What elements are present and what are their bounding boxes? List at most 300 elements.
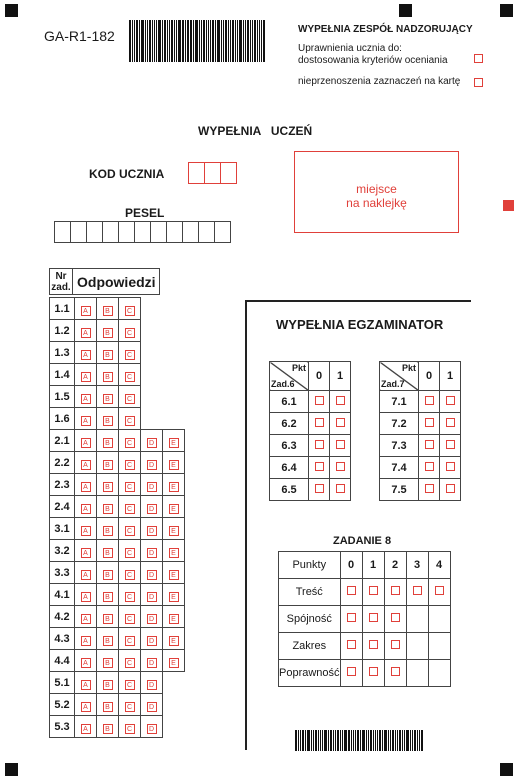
answer-option-box[interactable]: B: [103, 438, 113, 448]
zad8-score-checkbox[interactable]: [435, 586, 444, 595]
answer-option-box[interactable]: D: [147, 570, 157, 580]
permission-1-checkbox[interactable]: [474, 54, 483, 63]
answer-option-box[interactable]: E: [169, 614, 179, 624]
answer-row: [50, 650, 185, 672]
permissions-text: [298, 43, 448, 67]
answer-option-box[interactable]: A: [81, 482, 91, 492]
kod-ucznia-field[interactable]: [188, 162, 237, 184]
zad6-row: [270, 457, 351, 479]
answer-option-cell: [75, 496, 97, 518]
answer-option-box[interactable]: B: [103, 724, 113, 734]
answer-option-box[interactable]: A: [81, 636, 91, 646]
answer-option-box[interactable]: D: [147, 438, 157, 448]
zad8-col-header: 1: [362, 552, 384, 579]
answer-option-box[interactable]: C: [125, 570, 135, 580]
answer-option-cell: [97, 342, 119, 364]
answer-option-box[interactable]: B: [103, 416, 113, 426]
zad8-score-checkbox[interactable]: [391, 667, 400, 676]
answer-option-box[interactable]: E: [169, 570, 179, 580]
zad8-score-cell: [428, 633, 450, 660]
zad8-score-cell: [362, 633, 384, 660]
zad8-score-checkbox[interactable]: [369, 640, 378, 649]
answer-option-box[interactable]: A: [81, 526, 91, 536]
score-checkbox[interactable]: [315, 440, 324, 449]
zad8-row-label: Spójność: [279, 606, 341, 633]
answer-option-box[interactable]: D: [147, 526, 157, 536]
score-cell: [309, 435, 330, 457]
answer-option-box[interactable]: B: [103, 570, 113, 580]
zad8-col-header: 0: [340, 552, 362, 579]
answer-option-cell: [119, 650, 141, 672]
zad8-score-cell: [340, 579, 362, 606]
answer-row: [50, 430, 185, 452]
zad8-score-cell: [340, 633, 362, 660]
answer-option-box[interactable]: A: [81, 548, 91, 558]
question-number: 1.5: [50, 386, 75, 408]
answer-row: [50, 408, 185, 430]
answer-option-box[interactable]: A: [81, 592, 91, 602]
question-number: 3.3: [50, 562, 75, 584]
zad6-col-1: 1: [330, 362, 351, 391]
examiner-divider-left: [245, 300, 247, 750]
zad8-score-cell: [406, 606, 428, 633]
answer-option-cell: [141, 562, 163, 584]
answer-option-cell: [141, 518, 163, 540]
zad8-score-checkbox[interactable]: [347, 613, 356, 622]
answer-option-box[interactable]: B: [103, 394, 113, 404]
answer-option-cell: [97, 298, 119, 320]
score-cell: [419, 413, 440, 435]
answer-option-cell: [119, 430, 141, 452]
permission-2-checkbox[interactable]: [474, 78, 483, 87]
answer-option-cell: [75, 342, 97, 364]
question-number: 5.2: [50, 694, 75, 716]
zad8-score-cell: [340, 606, 362, 633]
answer-option-cell: [119, 386, 141, 408]
answer-option-cell: [97, 540, 119, 562]
score-cell: [330, 479, 351, 501]
answer-option-cell: [141, 694, 163, 716]
zad7-col-0: 0: [419, 362, 440, 391]
score-cell: [419, 435, 440, 457]
answer-option-box[interactable]: C: [125, 724, 135, 734]
question-number: 1.2: [50, 320, 75, 342]
score-checkbox[interactable]: [446, 418, 455, 427]
zad8-score-cell: [362, 660, 384, 687]
answer-row: [50, 342, 185, 364]
question-number: 1.3: [50, 342, 75, 364]
zad8-score-checkbox[interactable]: [391, 640, 400, 649]
nr-zad-header: Nr zad.: [49, 268, 73, 295]
zad8-score-cell: [428, 606, 450, 633]
answer-option-box[interactable]: B: [103, 526, 113, 536]
answer-option-box[interactable]: B: [103, 350, 113, 360]
task-number: 6.4: [270, 457, 309, 479]
answer-option-box[interactable]: C: [125, 306, 135, 316]
answer-option-cell: [119, 518, 141, 540]
answer-option-cell: [119, 496, 141, 518]
pesel-digit-cell[interactable]: [70, 221, 87, 243]
answer-option-cell: [163, 584, 185, 606]
zad8-score-checkbox[interactable]: [413, 586, 422, 595]
score-checkbox[interactable]: [315, 396, 324, 405]
answer-option-box[interactable]: A: [81, 416, 91, 426]
answer-option-box[interactable]: B: [103, 482, 113, 492]
score-checkbox[interactable]: [336, 418, 345, 427]
zad8-col-header: 2: [384, 552, 406, 579]
answer-option-box[interactable]: D: [147, 504, 157, 514]
answer-row: [50, 320, 185, 342]
answer-option-cell: [119, 584, 141, 606]
question-number: 2.3: [50, 474, 75, 496]
question-number: 2.2: [50, 452, 75, 474]
answer-option-box[interactable]: B: [103, 504, 113, 514]
answer-option-box[interactable]: C: [125, 416, 135, 426]
answer-option-cell: [75, 386, 97, 408]
answer-option-box[interactable]: E: [169, 460, 179, 470]
answer-option-cell: [75, 562, 97, 584]
score-cell: [330, 413, 351, 435]
answer-option-box[interactable]: B: [103, 460, 113, 470]
answer-option-cell: [97, 650, 119, 672]
answer-option-box[interactable]: C: [125, 680, 135, 690]
task-number: 7.1: [380, 391, 419, 413]
answer-option-box[interactable]: A: [81, 350, 91, 360]
answer-option-box[interactable]: E: [169, 504, 179, 514]
answer-option-cell: [97, 628, 119, 650]
zad8-score-cell: [406, 660, 428, 687]
examiner-section-title: WYPEŁNIA EGZAMINATOR: [276, 317, 444, 332]
answer-option-cell: [119, 452, 141, 474]
answer-option-box[interactable]: C: [125, 636, 135, 646]
permission-2-label: nieprzenoszenia zaznaczeń na kartę: [298, 76, 461, 87]
score-cell: [309, 391, 330, 413]
pesel-digit-cell[interactable]: [134, 221, 151, 243]
score-checkbox[interactable]: [446, 396, 455, 405]
answer-option-box[interactable]: D: [147, 482, 157, 492]
task-number: 7.2: [380, 413, 419, 435]
answer-option-box[interactable]: E: [169, 658, 179, 668]
answer-option-box[interactable]: A: [81, 504, 91, 514]
permissions-label: Uprawnienia ucznia do:: [298, 43, 402, 54]
zad7-row: [380, 391, 461, 413]
answer-option-box[interactable]: C: [125, 350, 135, 360]
zad8-title: ZADANIE 8: [333, 535, 392, 547]
answer-option-box[interactable]: B: [103, 548, 113, 558]
answer-option-cell: [141, 628, 163, 650]
answer-option-box[interactable]: C: [125, 526, 135, 536]
answer-option-box[interactable]: A: [81, 724, 91, 734]
red-marker: [503, 200, 514, 211]
answer-option-cell: [75, 650, 97, 672]
score-cell: [330, 391, 351, 413]
question-number: 4.2: [50, 606, 75, 628]
score-cell: [330, 457, 351, 479]
answer-option-cell: [141, 474, 163, 496]
score-checkbox[interactable]: [336, 440, 345, 449]
answer-option-box[interactable]: A: [81, 328, 91, 338]
answer-option-cell: [119, 694, 141, 716]
task-number: 7.3: [380, 435, 419, 457]
score-cell: [440, 457, 461, 479]
registration-mark: [399, 4, 412, 17]
answer-option-cell: [97, 518, 119, 540]
score-checkbox[interactable]: [446, 440, 455, 449]
score-checkbox[interactable]: [315, 484, 324, 493]
question-number: 3.1: [50, 518, 75, 540]
answer-option-box[interactable]: E: [169, 548, 179, 558]
answer-option-box[interactable]: A: [81, 372, 91, 382]
zad8-row-label: Poprawność: [279, 660, 341, 687]
answer-option-cell: [75, 584, 97, 606]
registration-mark: [5, 4, 18, 17]
score-checkbox[interactable]: [336, 484, 345, 493]
task-number: 7.5: [380, 479, 419, 501]
answer-option-box[interactable]: E: [169, 482, 179, 492]
answer-option-box[interactable]: A: [81, 570, 91, 580]
answer-option-cell: [119, 562, 141, 584]
answer-option-box[interactable]: E: [169, 526, 179, 536]
score-checkbox[interactable]: [425, 418, 434, 427]
zad7-table: [379, 361, 461, 501]
zad8-score-checkbox[interactable]: [369, 613, 378, 622]
answer-option-cell: [97, 562, 119, 584]
answer-option-box[interactable]: B: [103, 306, 113, 316]
pesel-digit-cell[interactable]: [214, 221, 231, 243]
answer-option-box[interactable]: C: [125, 658, 135, 668]
answer-option-box[interactable]: E: [169, 592, 179, 602]
answer-option-cell: [97, 672, 119, 694]
task-number: 7.4: [380, 457, 419, 479]
answers-header: Odpowiedzi: [73, 268, 160, 295]
answer-option-box[interactable]: A: [81, 306, 91, 316]
answer-option-box[interactable]: C: [125, 372, 135, 382]
zad8-score-checkbox[interactable]: [347, 640, 356, 649]
answer-row: [50, 518, 185, 540]
answer-option-box[interactable]: C: [125, 394, 135, 404]
pesel-digit-cell[interactable]: [118, 221, 135, 243]
answer-option-cell: [119, 298, 141, 320]
answer-option-box[interactable]: B: [103, 702, 113, 712]
score-checkbox[interactable]: [336, 462, 345, 471]
pesel-digit-cell[interactable]: [86, 221, 103, 243]
question-number: 3.2: [50, 540, 75, 562]
registration-mark: [500, 4, 513, 17]
answer-option-box[interactable]: D: [147, 702, 157, 712]
zad7-corner: Pkt Zad.7: [380, 362, 419, 391]
answer-option-cell: [141, 452, 163, 474]
pesel-field[interactable]: [54, 221, 231, 243]
score-checkbox[interactable]: [446, 462, 455, 471]
zad8-score-cell: [406, 579, 428, 606]
zad8-col-header: 4: [428, 552, 450, 579]
answer-option-cell: [75, 452, 97, 474]
answer-option-cell: [119, 606, 141, 628]
score-checkbox[interactable]: [336, 396, 345, 405]
test-code: GA-R1-182: [44, 28, 115, 44]
answer-option-box[interactable]: C: [125, 504, 135, 514]
zad8-row: [279, 579, 451, 606]
answer-row: [50, 298, 185, 320]
answers-table: [49, 297, 185, 738]
pesel-digit-cell[interactable]: [198, 221, 215, 243]
zad8-score-checkbox[interactable]: [347, 586, 356, 595]
zad8-row: [279, 633, 451, 660]
answer-option-box[interactable]: D: [147, 548, 157, 558]
answer-row: [50, 496, 185, 518]
answer-option-box[interactable]: B: [103, 328, 113, 338]
answer-option-box[interactable]: A: [81, 680, 91, 690]
answer-option-cell: [141, 650, 163, 672]
answer-option-box[interactable]: D: [147, 592, 157, 602]
answer-option-cell: [75, 606, 97, 628]
answer-option-box[interactable]: C: [125, 614, 135, 624]
answer-row: [50, 694, 185, 716]
answer-option-box[interactable]: B: [103, 658, 113, 668]
zad6-table: [269, 361, 351, 501]
score-checkbox[interactable]: [425, 440, 434, 449]
answer-row: [50, 584, 185, 606]
question-number: 5.1: [50, 672, 75, 694]
answer-option-cell: [75, 628, 97, 650]
answer-option-cell: [97, 606, 119, 628]
zad8-score-checkbox[interactable]: [347, 667, 356, 676]
zad8-score-cell: [384, 579, 406, 606]
answer-option-box[interactable]: D: [147, 658, 157, 668]
answer-option-box[interactable]: C: [125, 482, 135, 492]
answer-option-cell: [141, 672, 163, 694]
answer-option-box[interactable]: D: [147, 724, 157, 734]
answer-option-cell: [141, 606, 163, 628]
examiner-divider-top: [245, 300, 471, 302]
answer-option-box[interactable]: A: [81, 438, 91, 448]
answer-option-cell: [75, 694, 97, 716]
zad8-score-cell: [340, 660, 362, 687]
answer-option-box[interactable]: A: [81, 394, 91, 404]
zad8-score-cell: [384, 633, 406, 660]
answer-option-cell: [141, 496, 163, 518]
zad7-col-1: 1: [440, 362, 461, 391]
registration-mark: [500, 763, 513, 776]
answer-option-box[interactable]: C: [125, 460, 135, 470]
answer-option-box[interactable]: B: [103, 372, 113, 382]
answer-option-cell: [163, 540, 185, 562]
zad8-row: [279, 660, 451, 687]
question-number: 2.1: [50, 430, 75, 452]
answer-option-cell: [75, 716, 97, 738]
answer-option-box[interactable]: B: [103, 636, 113, 646]
answer-option-box[interactable]: D: [147, 614, 157, 624]
answer-option-box[interactable]: C: [125, 328, 135, 338]
answer-option-cell: [163, 430, 185, 452]
answer-row: [50, 628, 185, 650]
zad8-score-cell: [384, 606, 406, 633]
zad8-score-cell: [362, 606, 384, 633]
zad7-row: [380, 435, 461, 457]
answer-option-cell: [97, 716, 119, 738]
pesel-digit-cell[interactable]: [182, 221, 199, 243]
pesel-digit-cell[interactable]: [166, 221, 183, 243]
answer-option-box[interactable]: A: [81, 702, 91, 712]
answer-row: [50, 672, 185, 694]
sticker-line-1: miejsce: [356, 182, 397, 196]
sticker-area: [294, 151, 459, 233]
answer-option-box[interactable]: C: [125, 438, 135, 448]
answer-option-box[interactable]: A: [81, 658, 91, 668]
score-checkbox[interactable]: [425, 462, 434, 471]
answer-option-cell: [75, 540, 97, 562]
answer-option-box[interactable]: E: [169, 438, 179, 448]
zad8-score-checkbox[interactable]: [391, 586, 400, 595]
score-checkbox[interactable]: [315, 418, 324, 427]
zad8-score-checkbox[interactable]: [391, 613, 400, 622]
answer-option-cell: [97, 496, 119, 518]
zad8-table: [278, 551, 451, 687]
answer-option-cell: [97, 584, 119, 606]
zad8-score-cell: [406, 633, 428, 660]
score-cell: [440, 413, 461, 435]
answer-option-box[interactable]: E: [169, 636, 179, 646]
answer-option-box[interactable]: C: [125, 702, 135, 712]
score-checkbox[interactable]: [446, 484, 455, 493]
answer-option-box[interactable]: D: [147, 636, 157, 646]
pesel-label: PESEL: [125, 206, 165, 220]
answer-option-box[interactable]: C: [125, 548, 135, 558]
answer-option-box[interactable]: D: [147, 460, 157, 470]
score-checkbox[interactable]: [425, 484, 434, 493]
zad7-row: [380, 457, 461, 479]
answer-row: [50, 474, 185, 496]
answer-option-cell: [97, 452, 119, 474]
answer-option-box[interactable]: C: [125, 592, 135, 602]
score-cell: [309, 413, 330, 435]
task-number: 6.3: [270, 435, 309, 457]
answer-option-cell: [119, 364, 141, 386]
pesel-digit-cell[interactable]: [102, 221, 119, 243]
answer-option-cell: [119, 408, 141, 430]
zad8-score-cell: [428, 660, 450, 687]
answer-option-cell: [163, 650, 185, 672]
barcode-top: [129, 20, 266, 62]
zad6-row: [270, 479, 351, 501]
score-checkbox[interactable]: [315, 462, 324, 471]
answer-option-cell: [119, 540, 141, 562]
pesel-digit-cell[interactable]: [54, 221, 71, 243]
pesel-digit-cell[interactable]: [150, 221, 167, 243]
score-checkbox[interactable]: [425, 396, 434, 405]
zad8-score-checkbox[interactable]: [369, 586, 378, 595]
answer-row: [50, 364, 185, 386]
answer-option-box[interactable]: B: [103, 614, 113, 624]
zad8-score-checkbox[interactable]: [369, 667, 378, 676]
answer-option-cell: [119, 716, 141, 738]
answer-option-cell: [97, 694, 119, 716]
answer-option-cell: [119, 628, 141, 650]
task-number: 6.1: [270, 391, 309, 413]
answer-option-box[interactable]: A: [81, 460, 91, 470]
question-number: 4.3: [50, 628, 75, 650]
answer-option-box[interactable]: A: [81, 614, 91, 624]
answer-option-cell: [97, 408, 119, 430]
answer-option-box[interactable]: B: [103, 592, 113, 602]
answer-option-box[interactable]: D: [147, 680, 157, 690]
answer-option-cell: [75, 474, 97, 496]
permission-1-label: dostosowania kryteriów oceniania: [298, 55, 448, 66]
registration-mark: [5, 763, 18, 776]
answer-option-box[interactable]: B: [103, 680, 113, 690]
zad8-row: [279, 606, 451, 633]
score-cell: [440, 391, 461, 413]
